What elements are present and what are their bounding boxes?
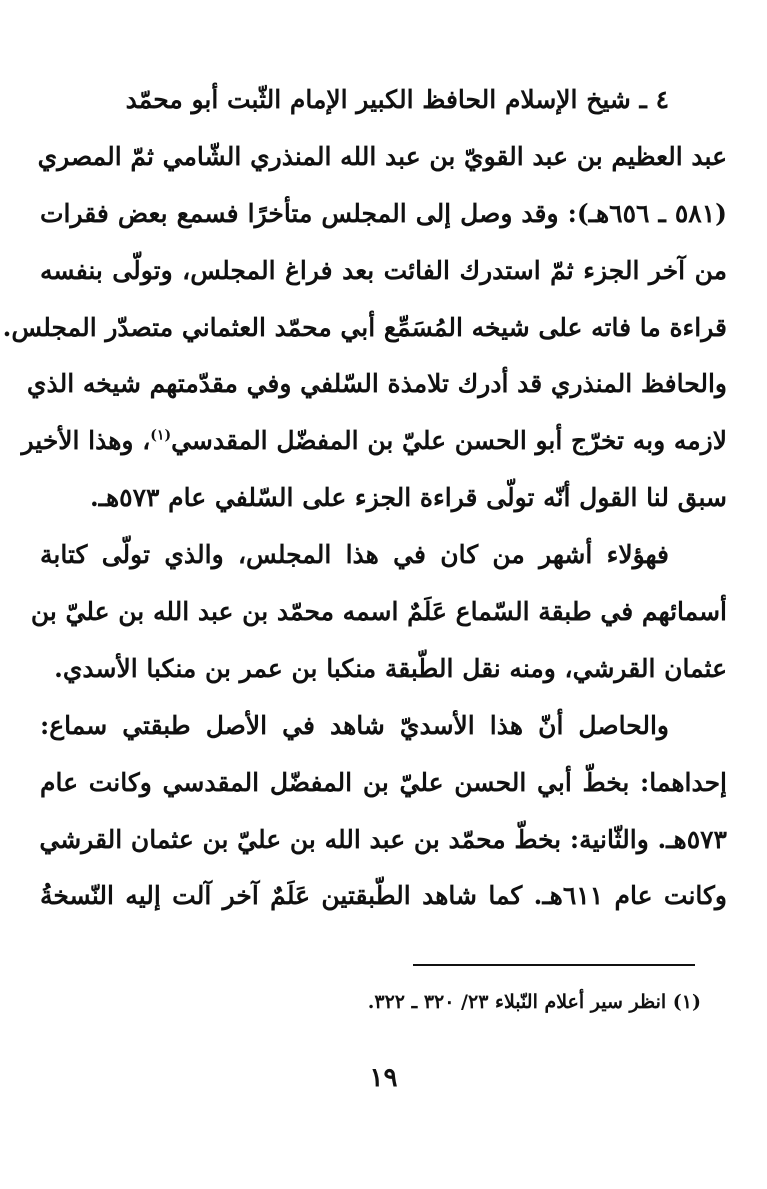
text-segment: لازمه وبه تخرّج أبو الحسن عليّ بن المفضّل المقدسي [171, 426, 727, 456]
page-number: ١٩ [369, 1063, 398, 1093]
text-line: قراءة ما فاته على شيخه المُسَمِّع أبي محمّد العثماني متصدّر المجلس. [2, 312, 727, 342]
text-line: وكانت عام ٦١١هـ. كما شاهد الطّبقتين عَلَمٌ آخر آلت إليه النّسخةُ [40, 881, 727, 911]
footnote-separator [413, 964, 695, 966]
text-line-with-footnote-ref [21, 417, 727, 474]
text-line: (٥٨١ ـ ٦٥٦هـ): وقد وصل إلى المجلس متأخرًا فسمع بعض فقرات [40, 198, 727, 228]
text-line: إحداهما: بخطّ أبي الحسن عليّ بن المفضّل المقدسي وكانت عام [40, 767, 727, 797]
text-line: أسمائهم في طبقة السّماع عَلَمٌ اسمه محمّد بن عبد الله بن عليّ بن [30, 597, 727, 627]
text-line: من آخر الجزء ثمّ استدرك الفائت بعد فراغ المجلس، وتولّى بنفسه [40, 255, 727, 285]
text-line: والحاصل أنّ هذا الأسديّ شاهد في الأصل طبقتي سماع: [40, 710, 669, 740]
body-text [2, 76, 727, 929]
text-line: ٤ ـ شيخ الإسلام الحافظ الكبير الإمام الثّبت أبو محمّد [125, 85, 669, 114]
text-segment: ، وهذا الأخير [21, 426, 151, 456]
text-line: والحافظ المنذري قد أدرك تلامذة السّلفي وفي مقدّمتهم شيخه الذي [26, 369, 727, 399]
text-line: فهؤلاء أشهر من كان في هذا المجلس، والذي تولّى كتابة [40, 540, 669, 570]
text-line: عبد العظيم بن عبد القويّ بن عبد الله المنذري الشّامي ثمّ المصري [37, 141, 727, 171]
footnote-reference: (١) [150, 428, 172, 445]
footnote: (١) انظر سير أعلام النّبلاء ٢٣/ ٣٢٠ ـ ٣٢٢. [367, 991, 701, 1013]
text-line: عثمان القرشي، ومنه نقل الطّبقة منكبا بن عمر بن منكبا الأسدي. [54, 653, 727, 683]
text-line: ٥٧٣هـ. والثّانية: بخطّ محمّد بن عبد الله بن عليّ بن عثمان القرشي [39, 824, 727, 854]
text-line: سبق لنا القول أنّه تولّى قراءة الجزء على السّلفي عام ٥٧٣هـ. [89, 483, 727, 513]
